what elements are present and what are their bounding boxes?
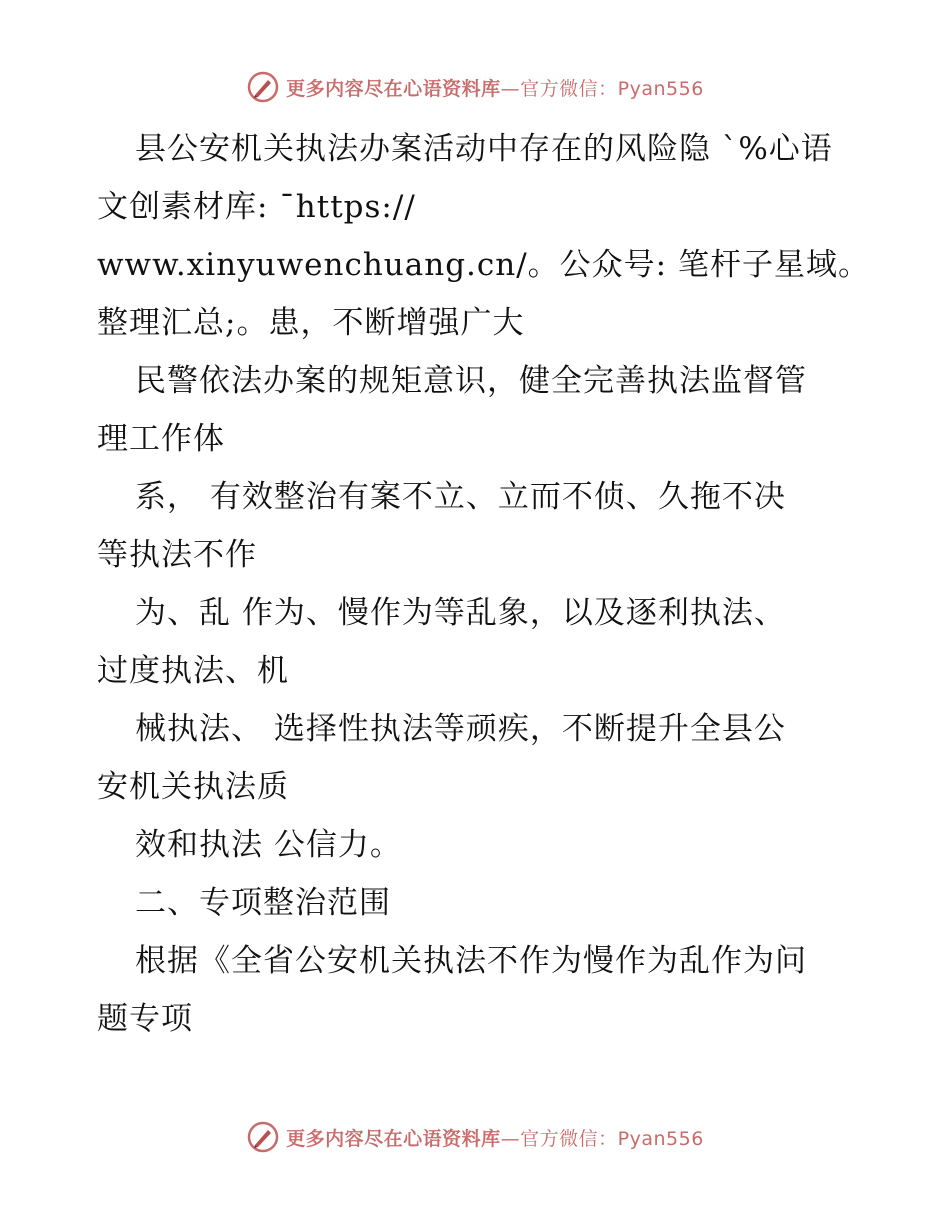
text-line: 民警依法办案的规矩意识，健全完善执法监督管: [135, 363, 807, 399]
text-line: 效和执法 公信力。: [135, 827, 402, 863]
text-line: 为、乱 作为、慢作为等乱象，以及逐利执法、: [135, 595, 786, 631]
text-line: 县公安机关执法办案活动中存在的风险隐 `%心语: [135, 131, 833, 167]
text-line: 理工作体: [97, 421, 225, 457]
text-line: 等执法不作: [97, 537, 257, 573]
text-line: 械执法、 选择性执法等顽疾，不断提升全县公: [135, 711, 786, 747]
pen-logo-icon: [246, 70, 280, 104]
footer-watermark: [0, 1120, 950, 1154]
document-body: [97, 120, 870, 1048]
header-watermark: [0, 70, 950, 104]
text-line: www.xinyuwenchuang.cn/。公众号: 笔杆子星域。: [97, 247, 870, 283]
section-heading: 二、专项整治范围: [135, 885, 391, 921]
text-line: 整理汇总;。患，不断增强广大: [97, 305, 525, 341]
text-line: 文创素材库: ¯https://: [97, 189, 416, 225]
text-line: 题专项: [97, 1001, 193, 1037]
text-line: 过度执法、机: [97, 653, 289, 689]
pen-logo-icon: [246, 1120, 280, 1154]
text-line: 安机关执法质: [97, 769, 289, 805]
watermark-text: 更多内容尽在心语资料库—官方微信：Pyan556: [286, 1127, 704, 1150]
text-line: 系， 有效整治有案不立、立而不侦、久拖不决: [135, 479, 786, 515]
text-line: 根据《全省公安机关执法不作为慢作为乱作为问: [135, 943, 807, 979]
watermark-text: 更多内容尽在心语资料库—官方微信：Pyan556: [286, 77, 704, 100]
